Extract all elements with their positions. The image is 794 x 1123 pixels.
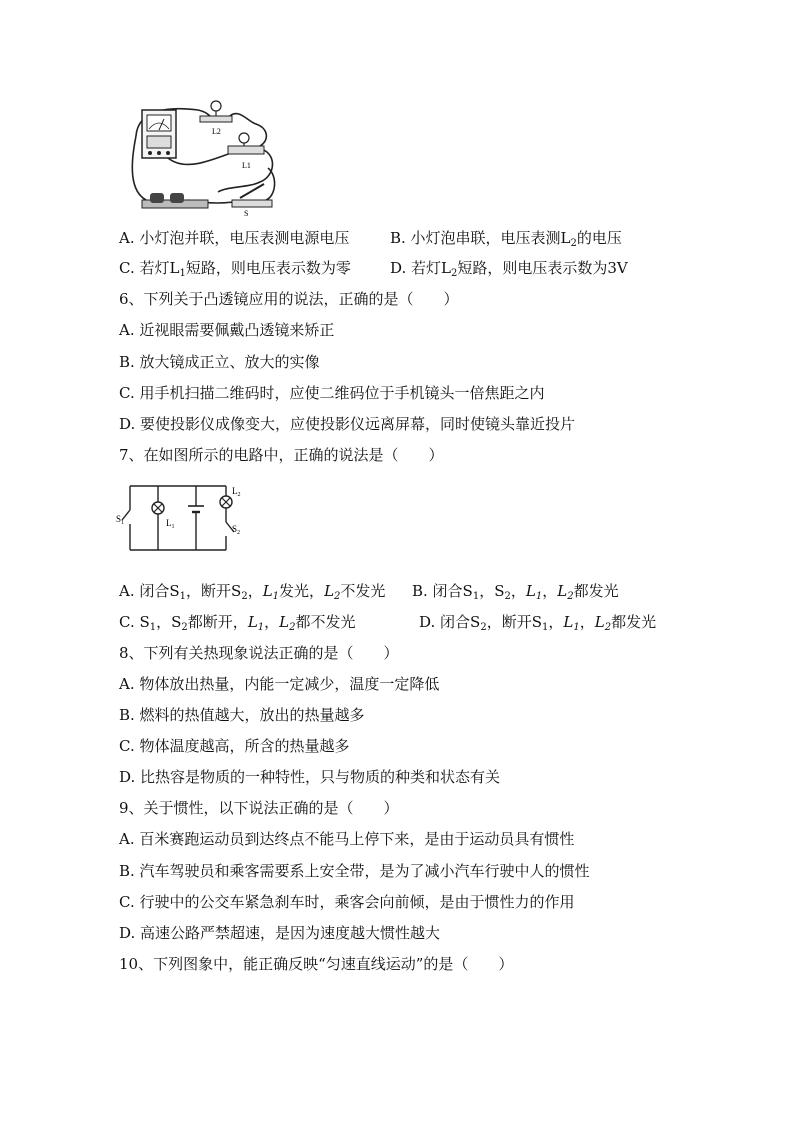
q8-option-c: C. 物体温度越高，所含的热量越多 — [119, 737, 350, 755]
q7-option-c: C. $S_1$，$S_2$都断开，$L_1$，$L_2$都不发光 — [119, 613, 356, 633]
q5-label-s: S — [244, 209, 249, 218]
q8-stem: 8、下列有关热现象说法正确的是（ ） — [119, 644, 399, 662]
q9-stem: 9、关于惯性，以下说法正确的是（ ） — [119, 799, 399, 817]
battery-symbol-icon — [188, 506, 204, 512]
q8-option-d: D. 比热容是物质的一种特性，只与物质的种类和状态有关 — [119, 768, 501, 786]
q5-option-a: A. 小灯泡并联，电压表测电源电压 — [119, 229, 350, 247]
lamp-l1-icon — [152, 502, 164, 514]
q7-label-s2: $S_2$ — [232, 524, 241, 536]
q6-option-b: B. 放大镜成正立、放大的实像 — [119, 353, 320, 371]
battery-icon — [142, 193, 208, 208]
q7-label-l1: $L_1$ — [166, 518, 175, 530]
voltmeter-icon — [142, 110, 176, 158]
q5-label-l1: L1 — [242, 161, 251, 170]
q5-label-l2: L2 — [212, 127, 221, 136]
q8-option-b: B. 燃料的热值越大，放出的热量越多 — [119, 706, 365, 724]
q7-option-a: A. 闭合$S_1$，断开$S_2$，$L_1$发光，$L_2$不发光 — [119, 582, 386, 602]
q5-circuit-figure — [128, 96, 278, 218]
q7-option-b: B. 闭合$S_1$，$S_2$，$L_1$，$L_2$都发光 — [412, 582, 619, 602]
q6-stem: 6、下列关于凸透镜应用的说法，正确的是（ ） — [119, 290, 459, 308]
q6-option-d: D. 要使投影仪成像变大，应使投影仪远离屏幕，同时使镜头靠近投片 — [119, 415, 576, 433]
q7-option-d: D. 闭合$S_2$，断开$S_1$，$L_1$，$L_2$都发光 — [419, 613, 657, 633]
q6-option-a: A. 近视眼需要佩戴凸透镜来矫正 — [119, 321, 335, 339]
q7-label-s1: $S_1$ — [116, 514, 125, 526]
q7-circuit-figure — [116, 480, 252, 556]
q10-stem: 10、下列图象中，能正确反映“匀速直线运动”的是（ ） — [119, 955, 514, 973]
lamp-l2-icon — [220, 496, 232, 508]
q9-option-c: C. 行驶中的公交车紧急刹车时，乘客会向前倾，是由于惯性力的作用 — [119, 893, 575, 911]
q7-label-l2: $L_2$ — [232, 486, 241, 498]
q7-stem: 7、在如图所示的电路中，正确的说法是（ ） — [119, 446, 444, 464]
bulb-l2-icon — [200, 101, 232, 122]
q9-option-a: A. 百米赛跑运动员到达终点不能马上停下来，是由于运动员具有惯性 — [119, 830, 575, 848]
q9-option-b: B. 汽车驾驶员和乘客需要系上安全带，是为了减小汽车行驶中人的惯性 — [119, 862, 590, 880]
q8-option-a: A. 物体放出热量，内能一定减少，温度一定降低 — [119, 675, 440, 693]
q5-option-b: B. 小灯泡串联，电压表测$L_2$的电压 — [390, 229, 622, 249]
bulb-l1-icon — [228, 133, 264, 154]
q5-option-c: C. 若灯$L_1$短路，则电压表示数为零 — [119, 259, 351, 279]
q5-option-d: D. 若灯$L_2$短路，则电压表示数为3V — [390, 259, 628, 279]
q6-option-c: C. 用手机扫描二维码时，应使二维码位于手机镜头一倍焦距之内 — [119, 384, 545, 402]
q9-option-d: D. 高速公路严禁超速，是因为速度越大惯性越大 — [119, 924, 441, 942]
